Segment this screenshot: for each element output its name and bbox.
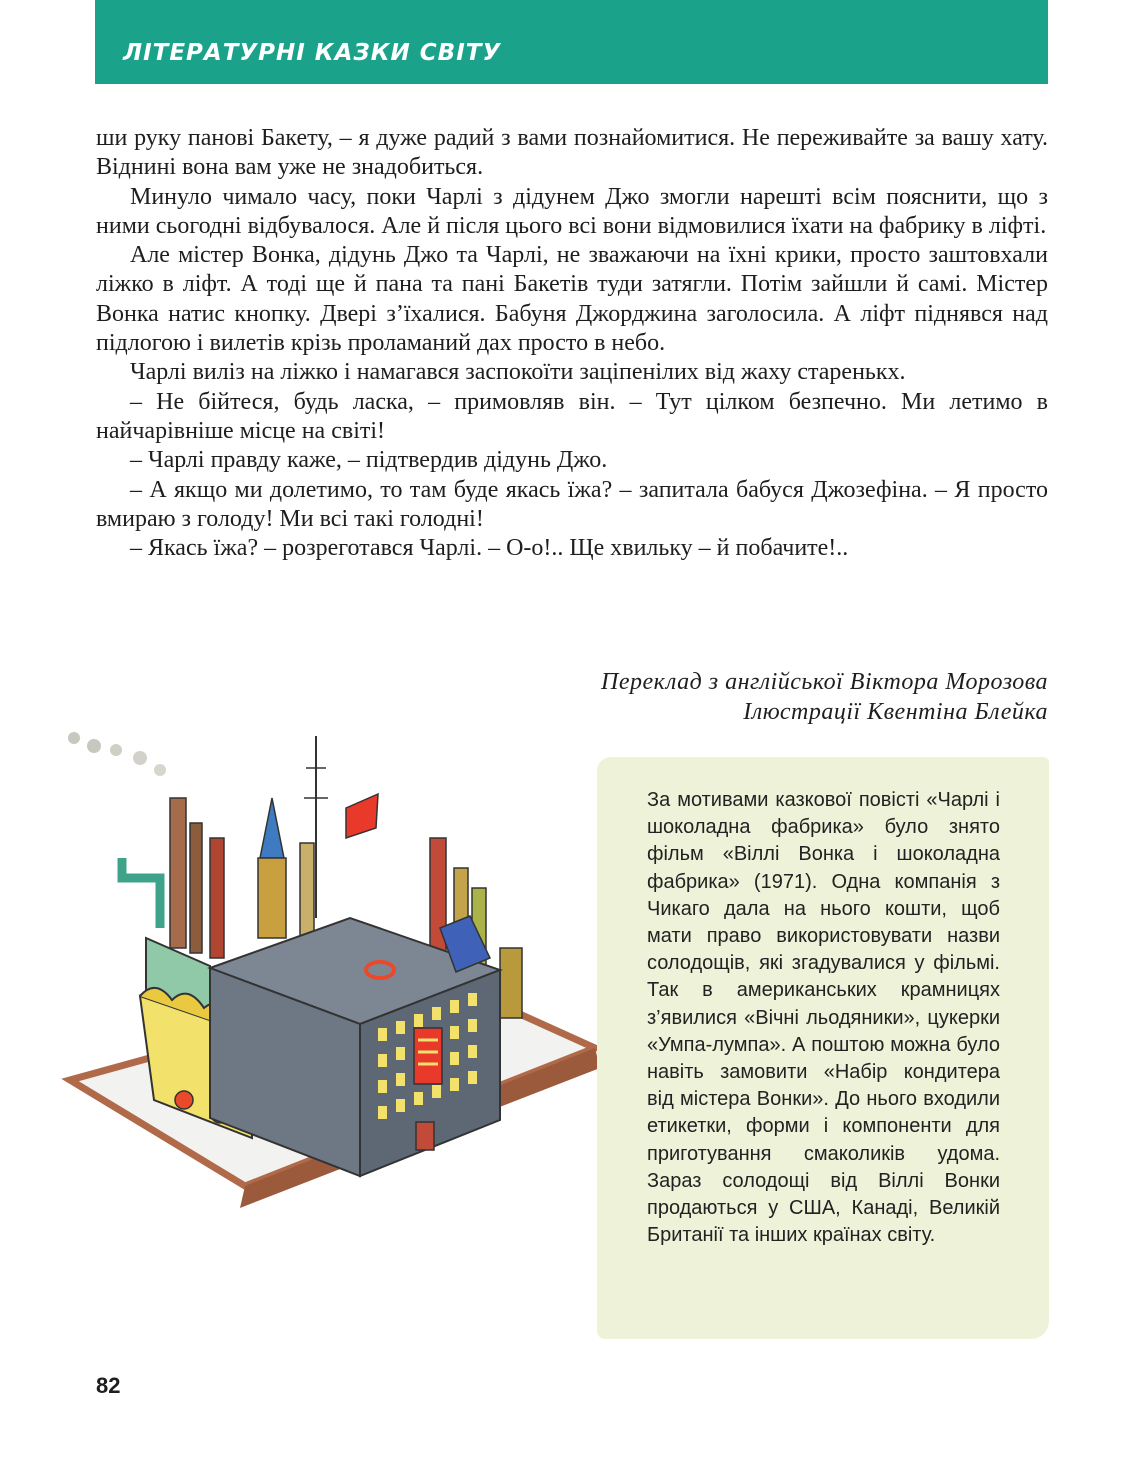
story-paragraph: ши руку панові Бакету, – я дуже радий з вами познайомитися. Не переживайте за вашу хату. Віднині вона вам уже не знадобиться. xyxy=(96,125,1048,181)
story-paragraph: – Якась їжа? – розреготався Чарлі. – О-о!.. Ще хвильку – й побачите!.. xyxy=(130,535,849,562)
story-paragraph: Чарлі виліз на ліжко і намагався заспокоїти заціпенілих від жаху старенькх. xyxy=(130,359,906,386)
page-number: 82 xyxy=(96,1373,121,1398)
story-paragraph: Минуло чимало часу, поки Чарлі з дідунем Джо змогли нарешті всім пояснити, що з ними сьогодні відбувалося. Але й після цього всі вони відмовилися їхати на фабрику в ліфті. xyxy=(96,183,1048,239)
chapter-title: ЛІТЕРАТУРНІ КАЗКИ СВІТУ xyxy=(123,40,502,66)
info-sidebar xyxy=(597,757,1049,1339)
translation-credit: Переклад з англійської Віктора Морозова xyxy=(601,669,1048,695)
credits-block xyxy=(601,667,1048,727)
chocolate-factory-illustration xyxy=(60,728,608,1296)
illustration-credit: Ілюстрації Квентіна Блейка xyxy=(743,699,1048,725)
chapter-header-bar xyxy=(95,0,1048,84)
story-paragraph: Але містер Вонка, дідунь Джо та Чарлі, не зважаючи на їхні крики, просто заштовхали ліжко в ліфт. А тоді ще й пана та пані Бакетів туди затягли. Потім зайшли й самі. Містер Вонка натис кнопку. Двері з’їхалися. Бабуня Джорджина заголосила. А ліфт піднявся над підлогою і вилетів крізь проламаний дах просто в небо. xyxy=(96,242,1048,357)
story-paragraph: – Не бійтеся, будь ласка, – примовляв він. – Тут цілком безпечно. Ми летимо в найчарівніше місце на світі! xyxy=(96,388,1048,444)
story-paragraph: – Чарлі правду каже, – підтвердив дідунь Джо. xyxy=(130,447,608,474)
story-paragraph: – А якщо ми долетимо, то там буде якась їжа? – запитала бабуся Джозефіна. – Я просто вмираю з голоду! Ми всі такі голодні! xyxy=(96,476,1048,532)
sidebar-text: За мотивами казкової повісті «Чарлі і шоколадна фабрика» було знято фільм «Віллі Вонка і шоколадна фабрика» (1971). Одна компанія з Чикаго дала на нього кошти, щоб мати право використовувати назви солодощів, які згадувалися у фільмі. Так в американських крамницях з’явилися «Вічні льодяники», цукерки «Умпа-лумпа». А поштою можна було навіть замовити «Набір кондитера від містера Вонки». До нього входили етикетки, форми і компоненти для приготування смаколиків удома. Зараз солодощі від Віллі Вонки продаються у США, Канаді, Великій Британії та інших країнах світу. xyxy=(647,789,1000,1247)
story-text xyxy=(96,124,1048,563)
